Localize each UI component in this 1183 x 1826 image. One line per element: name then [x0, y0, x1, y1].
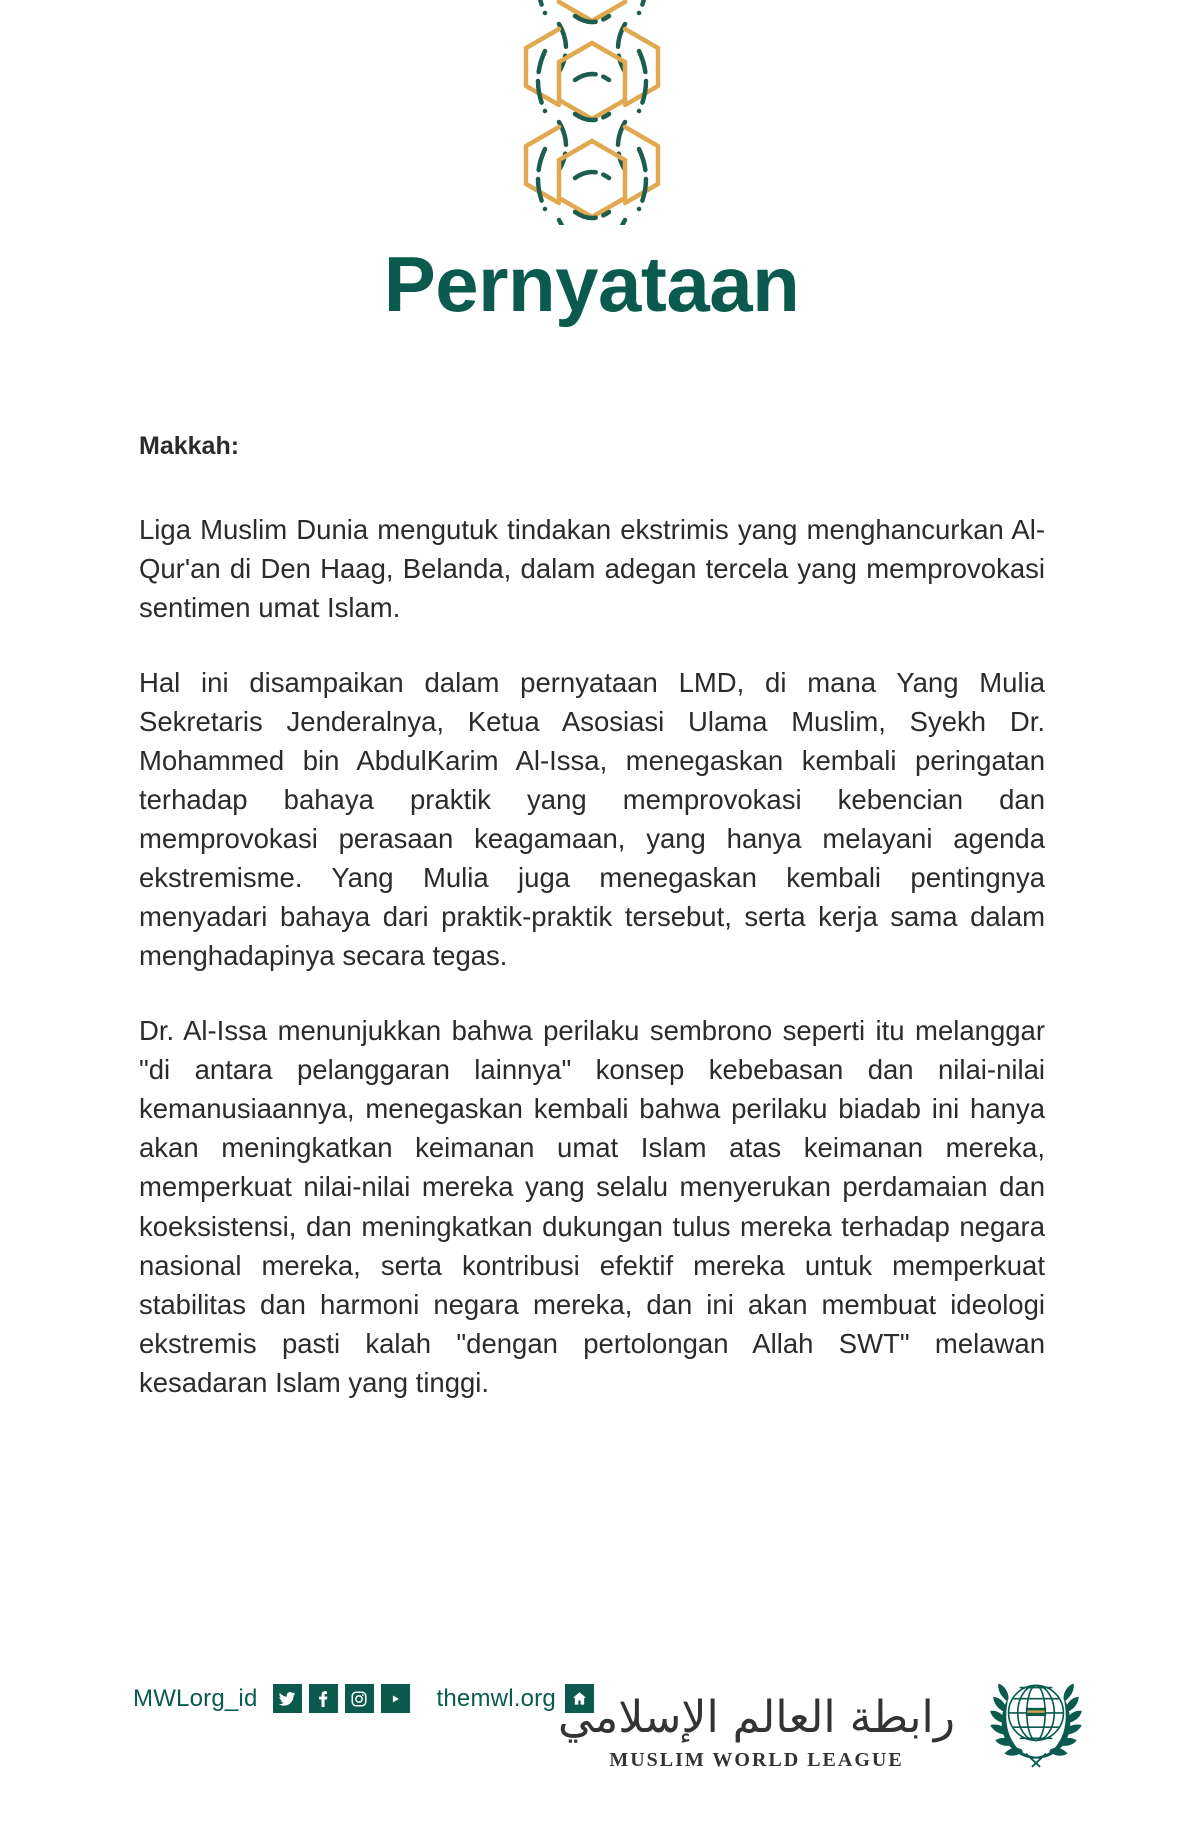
statement-body [139, 430, 1045, 1402]
youtube-icon[interactable] [381, 1684, 410, 1713]
islamic-geometric-pattern [442, 0, 742, 225]
logo-wordmark [558, 1690, 955, 1778]
logo-latin-name: MUSLIM WORLD LEAGUE [609, 1749, 904, 1771]
social-links-row [133, 1684, 594, 1713]
social-handle-label: MWLorg_id [133, 1684, 258, 1712]
top-ornament-band [0, 0, 1183, 225]
social-icon-group [273, 1684, 410, 1713]
paragraph-2: Hal ini disampaikan dalam pernyataan LMD, di mana Yang Mulia Sekretaris Jenderalnya, Ketua Asosiasi Ulama Muslim, Syekh Dr. Mohammed bin AbdulKarim Al-Issa, menegaskan kembali peringatan terhadap bahaya praktik yang memprovokasi kebencian dan memprovokasi perasaan keagamaan, yang hanya melayani agenda ekstremisme. Yang Mulia juga menegaskan kembali pentingnya menyadari bahaya dari praktik-praktik tersebut, serta kerja sama dalam menghadapinya secara tegas. [139, 666, 1045, 972]
website-label: themwl.org [436, 1684, 556, 1712]
paragraph-3: Dr. Al-Issa menunjukkan bahwa perilaku sembrono seperti itu melanggar "di antara pelanggaran lainnya" konsep kebebasan dan nilai-nilai kemanusiaannya, menegaskan kembali bahwa perilaku biadab ini hanya akan meningkatkan keimanan umat Islam atas keimanan mereka, memperkuat nilai-nilai mereka yang selalu menyerukan perdamaian dan koeksistensi, dan meningkatkan dukungan tulus mereka terhadap negara nasional mereka, serta kontribusi efektif mereka untuk memperkuat stabilitas dan harmoni negara mereka, dan ini akan membuat ideologi ekstremis pasti kalah "dengan pertolongan Allah SWT" melawan kesadaran Islam yang tinggi. [139, 1015, 1045, 1398]
dateline-makkah: Makkah: [139, 432, 240, 460]
logo-arabic-name: رابطة العالم الإسلامي [557, 1692, 955, 1743]
page-footer [0, 1596, 1183, 1826]
muslim-world-league-logo [558, 1656, 1097, 1778]
muslim-world-league-globe-emblem [975, 1656, 1097, 1778]
facebook-icon[interactable] [309, 1684, 338, 1713]
instagram-icon[interactable] [345, 1684, 374, 1713]
paragraph-1: Liga Muslim Dunia mengutuk tindakan ekstrimis yang menghancurkan Al-Qur'an di Den Haag, Belanda, dalam adegan tercela yang memprovokasi sentimen umat Islam. [139, 513, 1045, 623]
page-title: Pernyataan [383, 240, 800, 328]
twitter-icon[interactable] [273, 1684, 302, 1713]
